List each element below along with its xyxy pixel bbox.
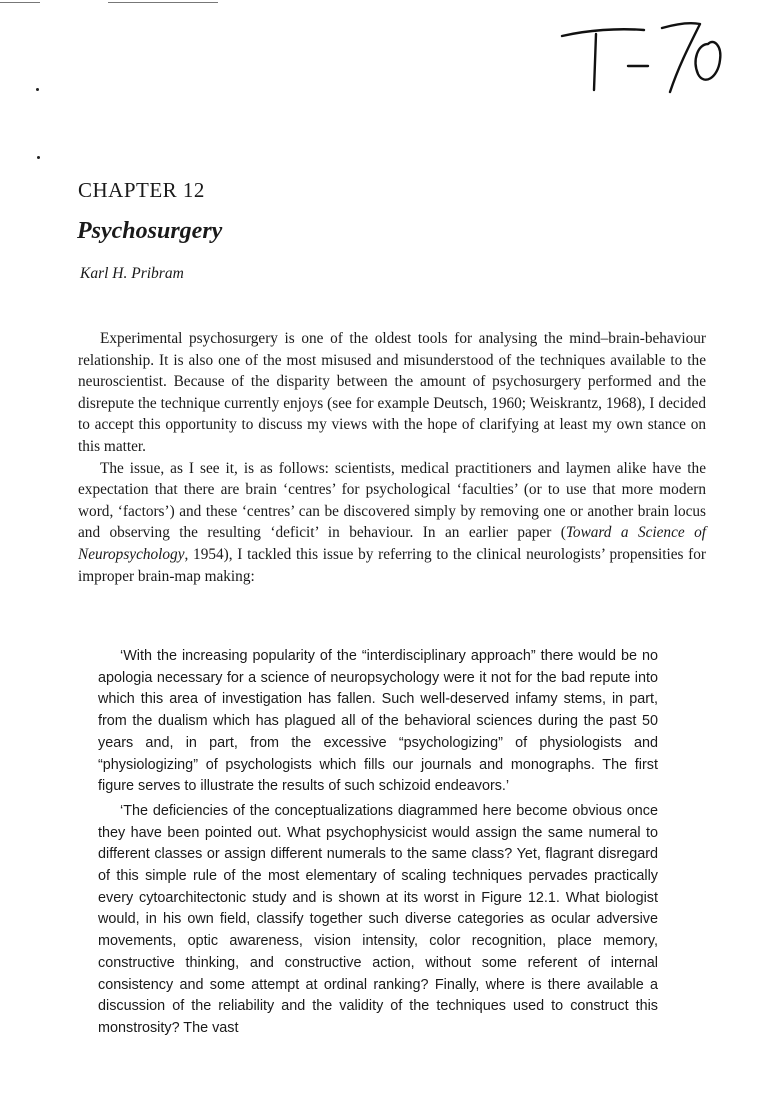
quote-paragraph: ‘With the increasing popularity of the “interdisciplinary approach” there would be no apologia necessary for a science of neuropsychology were it not for the bad repute into which this area of investigation has fallen. Such well-deserved infamy stems, in part, from the dualism which has plagued all of the behavioral sciences during the past 50 years and, in part, from the excessive “psychologizing” of physiologists and “physiologizing” of psychologists which fills our journals and monographs. The first figure serves to illustrate the results of such schizoid endeavors.’ <box>98 648 658 795</box>
paragraph: Experimental psychosurgery is one of the oldest tools for analysing the mind–brain-behaviour relationship. It is also one of the most misused and misunderstood of the techniques available to the neuroscientist. Because of the disparity between the amount of psychosurgery performed and the disrepute the technique currently enjoys (see for example Deutsch, 1960; Weiskrantz, 1968), I decided to accept this opportunity to discuss my views with the hope of clarifying at least my own stance on this matter. <box>78 330 706 455</box>
scan-speck <box>37 156 40 159</box>
handwritten-annotation <box>558 8 728 98</box>
paragraph-text: , 1954), I tackled this issue by referring to the clinical neurologists’ propensities for improper brain-map making: <box>78 545 706 585</box>
scan-artifact-line <box>108 2 218 3</box>
chapter-title: Psychosurgery <box>77 218 223 244</box>
chapter-number: CHAPTER 12 <box>78 178 205 202</box>
scan-speck <box>36 88 39 91</box>
paragraph-text: The issue, as I see it, is as follows: scientists, medical practitioners and laymen alike have the expectation that there are brain ‘centres’ for psychological ‘faculties’ (or to use that more modern word, ‘factors’) and these ‘centres’ can be discovered simply by removing one or another brain locus and observing the resulting ‘deficit’ in behaviour. In an earlier paper ( <box>78 459 706 542</box>
paragraph <box>78 458 706 588</box>
author-name: Karl H. Pribram <box>80 265 184 282</box>
quote-paragraph: ‘The deficiencies of the conceptualizations diagrammed here become obvious once they have been pointed out. What psychophysicist would assign the same numeral to different classes or assign different numerals to the same class? Yet, flagrant disregard of this simple rule of the most elementary of scaling techniques pervades practically every cytoarchitectonic study and is shown at its worst in Figure 12.1. What biologist would, in his own field, classify together such diverse categories as ocular adversive movements, optic awareness, vision intensity, color recognition, place memory, constructive thinking, and constructive action, without some referent of internal consistency and some attempt at ordinal ranking? Finally, where is there available a discussion of the reliability and the validity of the techniques used to construct this monstrosity? The vast <box>98 802 658 1036</box>
citation-title: Toward a Science of Neuropsychology <box>78 524 706 563</box>
block-quote <box>98 646 658 1040</box>
body-text <box>78 328 706 587</box>
scan-artifact-line <box>0 2 40 3</box>
